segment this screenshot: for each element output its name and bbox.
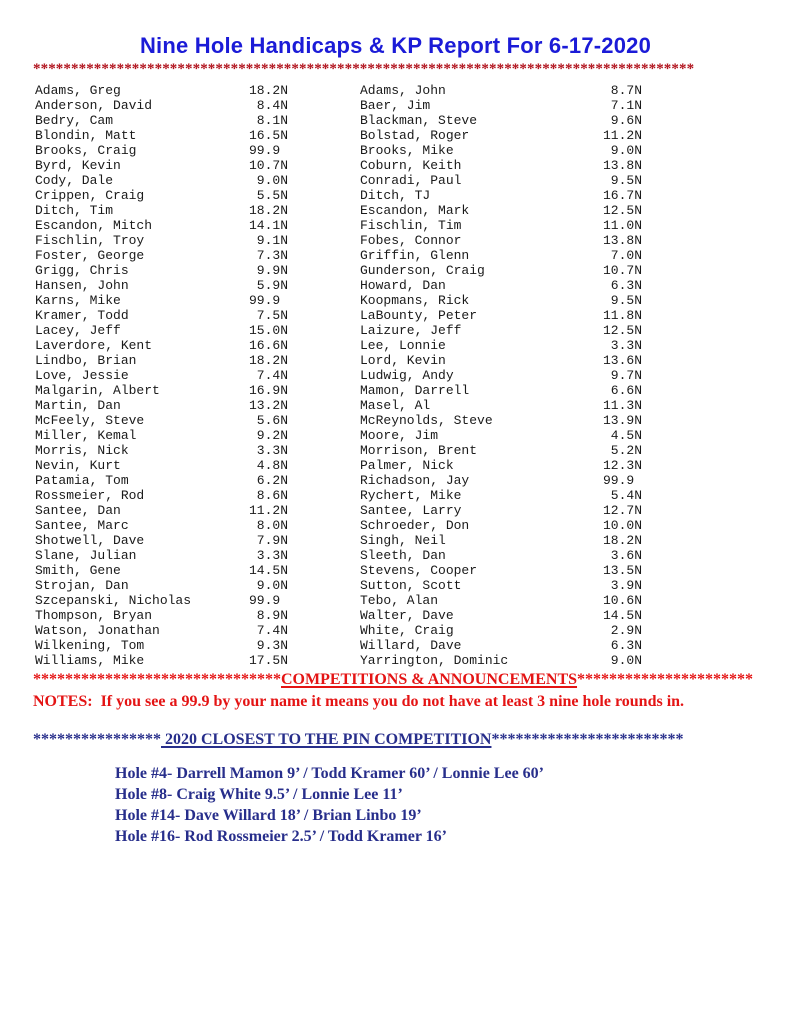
roster-row	[360, 143, 642, 158]
player-name: Hansen, John	[35, 278, 129, 293]
player-name: Fischlin, Troy	[35, 233, 145, 248]
player-name: Koopmans, Rick	[360, 293, 470, 308]
player-name: Williams, Mike	[35, 653, 145, 668]
roster-row	[360, 578, 642, 593]
roster-row	[35, 473, 288, 488]
handicap-value: 9.6N	[602, 113, 642, 128]
roster-row	[35, 308, 288, 323]
handicap-value: 10.0N	[602, 518, 642, 533]
handicap-value: 9.7N	[602, 368, 642, 383]
handicap-value: 14.5N	[248, 563, 288, 578]
handicap-value: 6.2N	[248, 473, 288, 488]
player-name: Lindbo, Brian	[35, 353, 137, 368]
roster-row	[35, 623, 288, 638]
roster-row	[360, 428, 642, 443]
handicap-value: 16.6N	[248, 338, 288, 353]
notes-text: NOTES: If you see a 99.9 by your name it means you do not have at least 3 nine hole rounds in.	[33, 693, 685, 710]
roster-row	[360, 623, 642, 638]
roster-row	[360, 383, 642, 398]
roster-row	[35, 188, 288, 203]
player-name: Escandon, Mitch	[35, 218, 153, 233]
handicap-value: 5.6N	[248, 413, 288, 428]
handicap-value: 3.3N	[248, 443, 288, 458]
roster-row	[35, 488, 288, 503]
handicap-value: 8.7N	[602, 83, 642, 98]
roster-row	[35, 443, 288, 458]
handicap-value: 10.6N	[602, 593, 642, 608]
handicap-value: 9.0N	[602, 653, 642, 668]
handicap-value: 10.7N	[248, 158, 288, 173]
roster-row	[35, 548, 288, 563]
hole-result-line: Hole #14- Dave Willard 18’ / Brian Linbo 19’	[115, 807, 422, 824]
handicap-value: 99.9	[248, 593, 288, 608]
handicap-value: 9.9N	[248, 263, 288, 278]
roster-row	[35, 173, 288, 188]
stars-after: **********************	[577, 671, 754, 688]
player-name: McFeely, Steve	[35, 413, 145, 428]
handicap-value: 9.0N	[248, 578, 288, 593]
handicap-value: 9.5N	[602, 293, 642, 308]
player-name: Blackman, Steve	[360, 113, 478, 128]
roster-row	[35, 608, 288, 623]
handicap-value: 13.9N	[602, 413, 642, 428]
handicap-value: 7.5N	[248, 308, 288, 323]
roster-row	[35, 233, 288, 248]
handicap-value: 16.5N	[248, 128, 288, 143]
handicap-value: 8.9N	[248, 608, 288, 623]
handicap-value: 7.3N	[248, 248, 288, 263]
player-name: Malgarin, Albert	[35, 383, 160, 398]
roster-row	[360, 653, 642, 668]
handicap-value: 12.3N	[602, 458, 642, 473]
player-name: Morrison, Brent	[360, 443, 478, 458]
handicap-roster	[0, 83, 791, 668]
handicap-value: 6.3N	[602, 278, 642, 293]
hole-result-line: Hole #4- Darrell Mamon 9’ / Todd Kramer 60’ / Lonnie Lee 60’	[115, 765, 544, 782]
roster-row	[35, 398, 288, 413]
handicap-value: 12.5N	[602, 323, 642, 338]
handicap-value: 9.2N	[248, 428, 288, 443]
player-name: Santee, Marc	[35, 518, 129, 533]
roster-row	[360, 488, 642, 503]
roster-row	[35, 368, 288, 383]
player-name: Karns, Mike	[35, 293, 121, 308]
player-name: Szcepanski, Nicholas	[35, 593, 192, 608]
player-name: Ditch, Tim	[35, 203, 114, 218]
roster-row	[360, 533, 642, 548]
player-name: Tebo, Alan	[360, 593, 439, 608]
roster-row	[35, 653, 288, 668]
roster-row	[35, 563, 288, 578]
handicap-value: 13.2N	[248, 398, 288, 413]
handicap-value: 10.7N	[602, 263, 642, 278]
roster-row	[35, 638, 288, 653]
player-name: Sleeth, Dan	[360, 548, 446, 563]
roster-row	[35, 533, 288, 548]
roster-row	[360, 503, 642, 518]
player-name: Moore, Jim	[360, 428, 439, 443]
handicap-value: 3.3N	[602, 338, 642, 353]
player-name: Foster, George	[35, 248, 145, 263]
handicap-value: 11.2N	[248, 503, 288, 518]
player-name: Watson, Jonathan	[35, 623, 160, 638]
hole-result-line: Hole #16- Rod Rossmeier 2.5’ / Todd Kramer 16’	[115, 828, 447, 845]
handicap-value: 18.2N	[248, 203, 288, 218]
player-name: Conradi, Paul	[360, 173, 462, 188]
roster-row	[35, 338, 288, 353]
roster-row	[35, 593, 288, 608]
roster-row	[360, 248, 642, 263]
handicap-value: 99.9	[602, 473, 642, 488]
player-name: Palmer, Nick	[360, 458, 454, 473]
handicap-value: 13.8N	[602, 158, 642, 173]
roster-row	[35, 113, 288, 128]
stars-before: ****************	[33, 731, 161, 748]
roster-row	[360, 233, 642, 248]
handicap-value: 12.5N	[602, 203, 642, 218]
stars-after: ************************	[491, 731, 684, 748]
player-name: Bedry, Cam	[35, 113, 114, 128]
player-name: Bolstad, Roger	[360, 128, 470, 143]
roster-row	[35, 278, 288, 293]
player-name: Rossmeier, Rod	[35, 488, 145, 503]
handicap-value: 99.9	[248, 143, 288, 158]
roster-row	[35, 293, 288, 308]
roster-row	[35, 248, 288, 263]
player-name: Shotwell, Dave	[35, 533, 145, 548]
roster-row	[360, 443, 642, 458]
roster-row	[360, 98, 642, 113]
handicap-value: 5.5N	[248, 188, 288, 203]
handicap-value: 11.8N	[602, 308, 642, 323]
player-name: Sutton, Scott	[360, 578, 462, 593]
roster-row	[360, 338, 642, 353]
handicap-value: 4.5N	[602, 428, 642, 443]
player-name: Byrd, Kevin	[35, 158, 121, 173]
player-name: Laverdore, Kent	[35, 338, 153, 353]
player-name: Rychert, Mike	[360, 488, 462, 503]
roster-row	[35, 203, 288, 218]
roster-row	[360, 113, 642, 128]
closest-to-pin-results	[115, 763, 791, 847]
handicap-value: 8.0N	[248, 518, 288, 533]
handicap-value: 16.9N	[248, 383, 288, 398]
handicap-value: 18.2N	[248, 353, 288, 368]
roster-row	[360, 638, 642, 653]
roster-row	[35, 158, 288, 173]
player-name: Wilkening, Tom	[35, 638, 145, 653]
player-name: McReynolds, Steve	[360, 413, 493, 428]
handicap-value: 6.6N	[602, 383, 642, 398]
player-name: Ditch, TJ	[360, 188, 431, 203]
handicap-value: 3.3N	[248, 548, 288, 563]
player-name: Coburn, Keith	[360, 158, 462, 173]
roster-row	[360, 203, 642, 218]
player-name: Brooks, Mike	[360, 143, 454, 158]
roster-column-right	[360, 83, 642, 668]
handicap-value: 18.2N	[248, 83, 288, 98]
player-name: Slane, Julian	[35, 548, 137, 563]
handicap-value: 8.1N	[248, 113, 288, 128]
handicap-value: 7.9N	[248, 533, 288, 548]
roster-row	[360, 278, 642, 293]
roster-row	[360, 548, 642, 563]
roster-row	[35, 503, 288, 518]
player-name: Walter, Dave	[360, 608, 454, 623]
handicap-value: 7.4N	[248, 368, 288, 383]
handicap-value: 14.5N	[602, 608, 642, 623]
handicap-value: 14.1N	[248, 218, 288, 233]
roster-row	[360, 398, 642, 413]
roster-row	[360, 593, 642, 608]
player-name: Santee, Dan	[35, 503, 121, 518]
player-name: Miller, Kemal	[35, 428, 137, 443]
handicap-value: 11.3N	[602, 398, 642, 413]
handicap-value: 9.1N	[248, 233, 288, 248]
handicap-value: 16.7N	[602, 188, 642, 203]
roster-row	[360, 173, 642, 188]
roster-row	[360, 413, 642, 428]
roster-row	[360, 128, 642, 143]
roster-row	[360, 308, 642, 323]
roster-row	[35, 413, 288, 428]
roster-row	[35, 458, 288, 473]
player-name: Laizure, Jeff	[360, 323, 462, 338]
closest-to-pin-label: 2020 CLOSEST TO THE PIN COMPETITION	[161, 731, 492, 748]
handicap-value: 2.9N	[602, 623, 642, 638]
hole-result-line: Hole #8- Craig White 9.5’ / Lonnie Lee 11’	[115, 786, 403, 803]
player-name: Stevens, Cooper	[360, 563, 478, 578]
player-name: Richadson, Jay	[360, 473, 470, 488]
roster-row	[360, 353, 642, 368]
player-name: Ludwig, Andy	[360, 368, 454, 383]
handicap-value: 18.2N	[602, 533, 642, 548]
handicap-value: 7.1N	[602, 98, 642, 113]
player-name: Love, Jessie	[35, 368, 129, 383]
handicap-value: 5.4N	[602, 488, 642, 503]
roster-row	[360, 158, 642, 173]
player-name: Fobes, Connor	[360, 233, 462, 248]
handicap-value: 17.5N	[248, 653, 288, 668]
roster-row	[35, 353, 288, 368]
player-name: Patamia, Tom	[35, 473, 129, 488]
roster-row	[360, 188, 642, 203]
handicap-value: 8.6N	[248, 488, 288, 503]
player-name: Escandon, Mark	[360, 203, 470, 218]
competitions-announcements-label: COMPETITIONS & ANNOUNCEMENTS	[281, 671, 578, 688]
handicap-value: 9.0N	[602, 143, 642, 158]
competitions-announcements-header	[33, 671, 758, 689]
player-name: Brooks, Craig	[35, 143, 137, 158]
separator-asterisks-top: ***************************************************************************************	[33, 62, 695, 76]
roster-row	[35, 518, 288, 533]
handicap-value: 15.0N	[248, 323, 288, 338]
roster-row	[35, 383, 288, 398]
handicap-value: 9.5N	[602, 173, 642, 188]
player-name: Yarrington, Dominic	[360, 653, 509, 668]
player-name: Anderson, David	[35, 98, 153, 113]
roster-row	[360, 563, 642, 578]
player-name: Nevin, Kurt	[35, 458, 121, 473]
handicap-value: 3.6N	[602, 548, 642, 563]
roster-row	[35, 578, 288, 593]
roster-row	[360, 458, 642, 473]
player-name: Fischlin, Tim	[360, 218, 462, 233]
player-name: Griffin, Glenn	[360, 248, 470, 263]
player-name: LaBounty, Peter	[360, 308, 478, 323]
player-name: Cody, Dale	[35, 173, 114, 188]
roster-row	[35, 98, 288, 113]
player-name: Adams, John	[360, 83, 446, 98]
handicap-value: 7.4N	[248, 623, 288, 638]
player-name: Gunderson, Craig	[360, 263, 485, 278]
player-name: Howard, Dan	[360, 278, 446, 293]
handicap-value: 5.9N	[248, 278, 288, 293]
handicap-value: 11.2N	[602, 128, 642, 143]
handicap-value: 13.5N	[602, 563, 642, 578]
roster-row	[35, 128, 288, 143]
player-name: Lord, Kevin	[360, 353, 446, 368]
player-name: Thompson, Bryan	[35, 608, 153, 623]
player-name: Lee, Lonnie	[360, 338, 446, 353]
player-name: Schroeder, Don	[360, 518, 470, 533]
player-name: Santee, Larry	[360, 503, 462, 518]
roster-row	[360, 473, 642, 488]
player-name: Martin, Dan	[35, 398, 121, 413]
handicap-value: 5.2N	[602, 443, 642, 458]
roster-row	[35, 83, 288, 98]
handicap-value: 9.3N	[248, 638, 288, 653]
handicap-value: 4.8N	[248, 458, 288, 473]
player-name: Strojan, Dan	[35, 578, 129, 593]
roster-row	[360, 293, 642, 308]
player-name: Morris, Nick	[35, 443, 129, 458]
handicap-value: 7.0N	[602, 248, 642, 263]
player-name: Kramer, Todd	[35, 308, 129, 323]
handicap-value: 8.4N	[248, 98, 288, 113]
roster-row	[35, 263, 288, 278]
roster-row	[35, 428, 288, 443]
stars-before: *******************************	[33, 671, 281, 688]
roster-row	[360, 518, 642, 533]
player-name: Masel, Al	[360, 398, 431, 413]
player-name: Mamon, Darrell	[360, 383, 470, 398]
closest-to-pin-header	[33, 731, 758, 749]
roster-row	[35, 143, 288, 158]
player-name: Blondin, Matt	[35, 128, 137, 143]
player-name: Baer, Jim	[360, 98, 431, 113]
handicap-value: 11.0N	[602, 218, 642, 233]
roster-row	[360, 263, 642, 278]
player-name: Singh, Neil	[360, 533, 446, 548]
player-name: Crippen, Craig	[35, 188, 145, 203]
handicap-value: 12.7N	[602, 503, 642, 518]
page-title: Nine Hole Handicaps & KP Report For 6-17-2020	[139, 33, 652, 58]
roster-row	[35, 218, 288, 233]
roster-row	[360, 323, 642, 338]
handicap-value: 3.9N	[602, 578, 642, 593]
roster-row	[35, 323, 288, 338]
player-name: White, Craig	[360, 623, 454, 638]
player-name: Adams, Greg	[35, 83, 121, 98]
player-name: Lacey, Jeff	[35, 323, 121, 338]
roster-column-left	[35, 83, 288, 668]
player-name: Grigg, Chris	[35, 263, 129, 278]
roster-row	[360, 368, 642, 383]
player-name: Smith, Gene	[35, 563, 121, 578]
handicap-value: 13.6N	[602, 353, 642, 368]
roster-row	[360, 608, 642, 623]
handicap-value: 13.8N	[602, 233, 642, 248]
handicap-value: 99.9	[248, 293, 288, 308]
roster-row	[360, 218, 642, 233]
player-name: Willard, Dave	[360, 638, 462, 653]
handicap-value: 6.3N	[602, 638, 642, 653]
handicap-value: 9.0N	[248, 173, 288, 188]
roster-row	[360, 83, 642, 98]
